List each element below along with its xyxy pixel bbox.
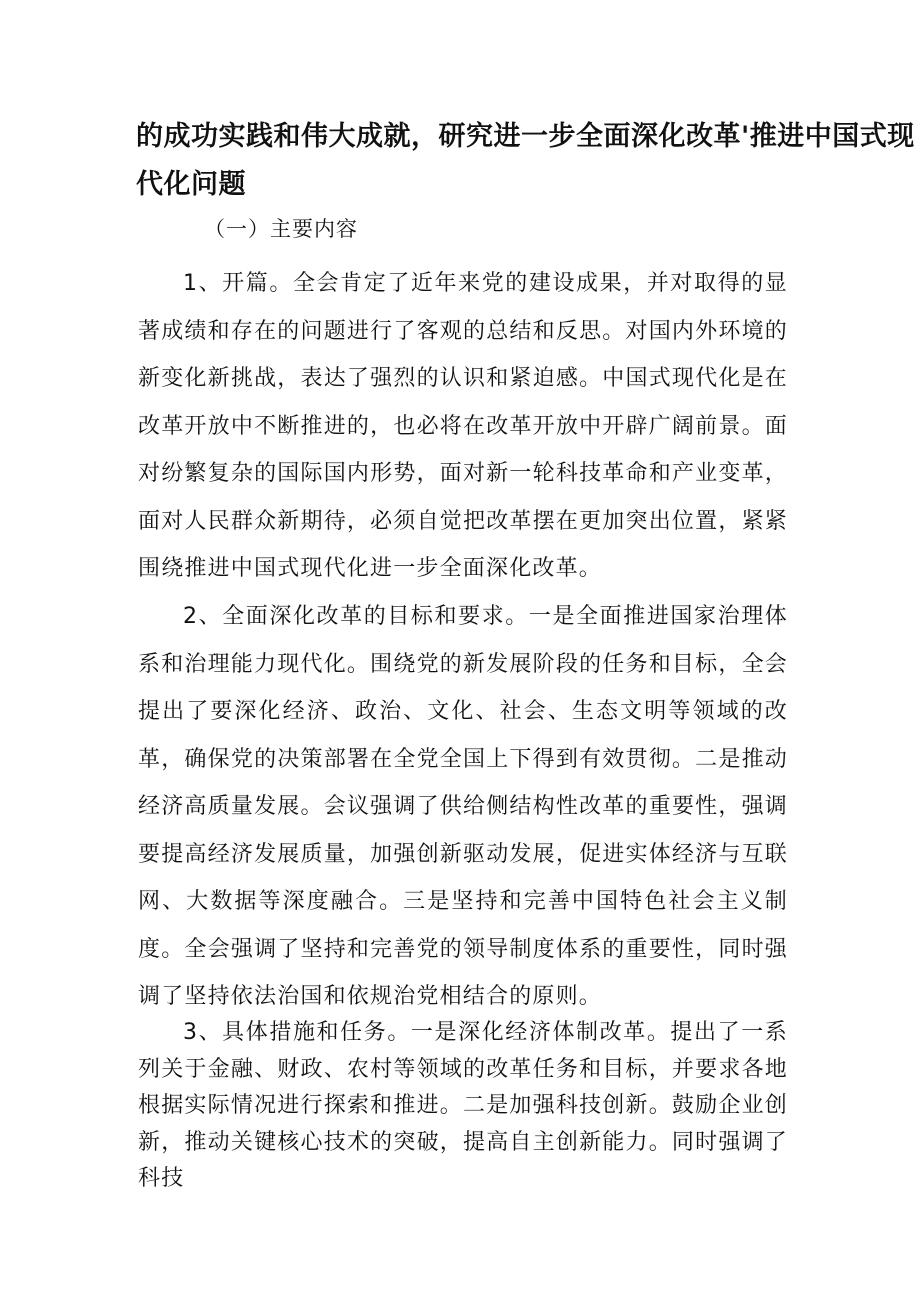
paragraph-3 — [138, 1015, 788, 1198]
heading-line-1: 的成功实践和伟大成就，研究进一步全面深化改革'推进中国式现 — [136, 121, 915, 152]
section-title: （一）主要内容 — [204, 217, 358, 241]
paragraph-3-number: 3 — [183, 1020, 199, 1045]
paragraph-2-text: 、全面深化改革的目标和要求。一是全面推进国家治理体系和治理能力现代化。围绕党的新发展阶段的任务和目标，全会提出了要深化经济、政治、文化、社会、生态文明等领域的改革，确保党的决策部署在全党全国上下得到有效贯彻。二是推动经济高质量发展。会议强调了供给侧结构性改革的重要性，强调要提高经济发展质量，加强创新驱动发展，促进实体经济与互联网、大数据等深度融合。三是坚持和完善中国特色社会主义制度。全会强调了坚持和完善党的领导制度体系的重要性，同时强调了坚持依法治国和依规治党相结合的原则。 — [138, 604, 788, 1009]
paragraph-2 — [138, 593, 788, 1021]
paragraph-1 — [138, 260, 788, 593]
paragraph-1-number: 1 — [183, 271, 199, 296]
paragraph-2-number: 2 — [183, 604, 199, 629]
heading-line-2: 代化问题 — [136, 169, 246, 200]
paragraph-1-text: 、开篇。全会肯定了近年来党的建设成果，并对取得的显著成绩和存在的问题进行了客观的总结和反思。对国内外环境的新变化新挑战，表达了强烈的认识和紧迫感。中国式现代化是在改革开放中不断推进的，也必将在改革开放中开辟广阔前景。面对纷繁复杂的国际国内形势，面对新一轮科技革命和产业变革，面对人民群众新期待，必须自觉把改革摆在更加突出位置，紧紧围绕推进中国式现代化进一步全面深化改革。 — [138, 271, 788, 581]
paragraph-3-text: 、具体措施和任务。一是深化经济体制改革。提出了一系列关于金融、财政、农村等领域的改革任务和目标，并要求各地根据实际情况进行探索和推进。二是加强科技创新。鼓励企业创新，推动关键核心技术的突破，提高自主创新能力。同时强调了科技 — [138, 1020, 788, 1191]
